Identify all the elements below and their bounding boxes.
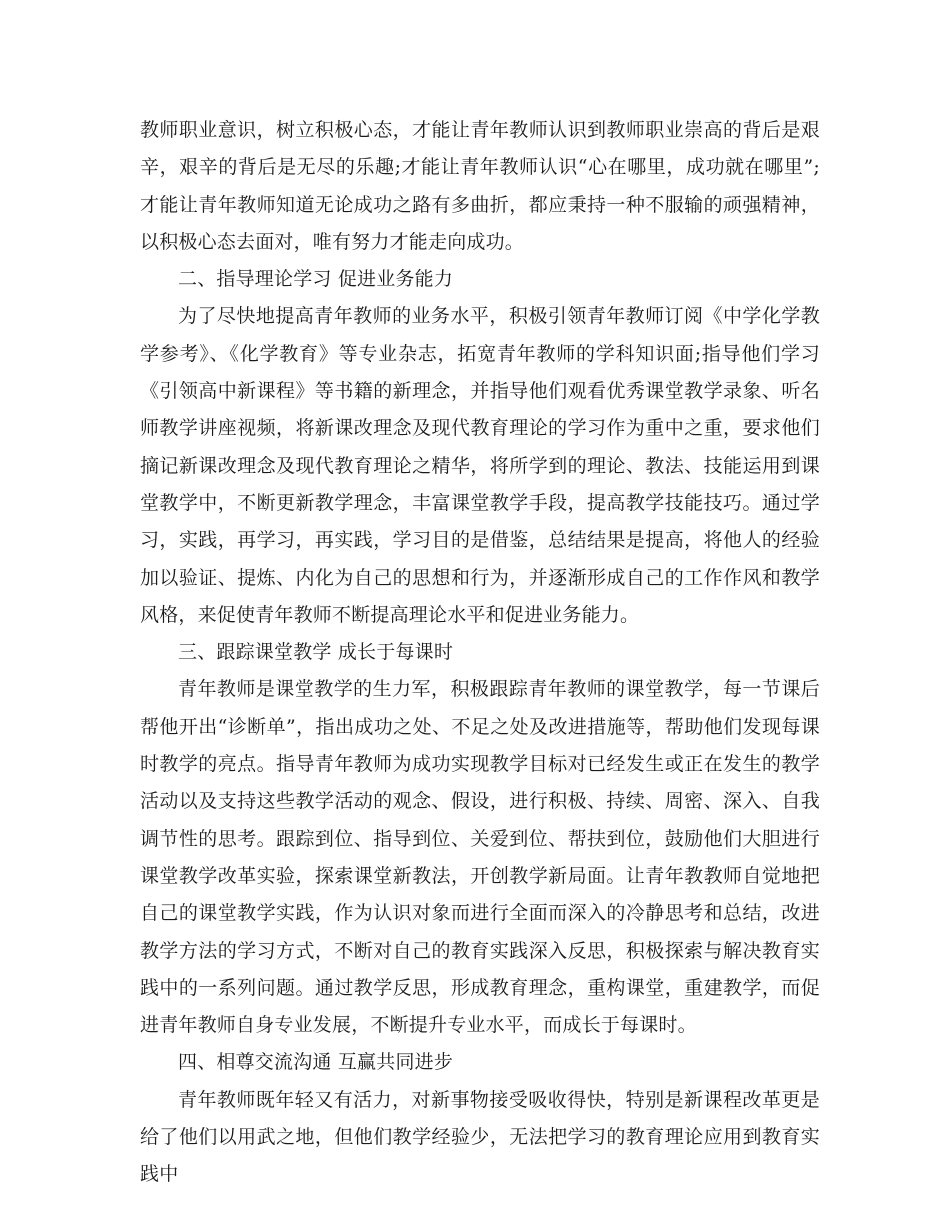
section-heading-3: 三、跟踪课堂教学 成长于每课时: [178, 641, 454, 664]
section-heading-4: 四、相尊交流沟通 互赢共同进步: [178, 1051, 454, 1074]
paragraph-communication: 青年教师既年轻又有活力，对新事物接受吸收得快，特别是新课程改革更是给了他们以用武之地，但他们教学经验少，无法把学习的教育理论应用到教育实践中: [140, 1088, 820, 1186]
paragraph-theory-study: 为了尽快地提高青年教师的业务水平，积极引领青年教师订阅《中学化学教学参考》、《化学教育》等专业杂志，拓宽青年教师的学科知识面;指导他们学习《引领高中新课程》等书籍的新理念，并指导他们观看优秀课堂教学录象、听名师教学讲座视频，将新课改理念及现代教育理论的学习作为重中之重，要求他们摘记新课改理念及现代教育理论之精华，将所学到的理论、教法、技能运用到课堂教学中，不断更新教学理念，丰富课堂教学手段，提高教学技能技巧。通过学习，实践，再学习，再实践，学习目的是借鉴，总结结果是提高，将他人的经验加以验证、提炼、内化为自己的思想和行为，并逐渐形成自己的工作作风和教学风格，来促使青年教师不断提高理论水平和促进业务能力。: [140, 305, 820, 626]
paragraph-classroom-tracking: 青年教师是课堂教学的生力军，积极跟踪青年教师的课堂教学，每一节课后帮他开出“诊断单”，指出成功之处、不足之处及改进措施等，帮助他们发现每课时教学的亮点。指导青年教师为成功实现教学目标对已经发生或正在发生的教学活动以及支持这些教学活动的观念、假设，进行积极、持续、周密、深入、自我调节性的思考。跟踪到位、指导到位、关爱到位、帮扶到位，鼓励他们大胆进行课堂教学改革实验，探索课堂新教法，开创教学新局面。让青年教教师自觉地把自己的课堂教学实践，作为认识对象而进行全面而深入的冷静思考和总结，改进教学方法的学习方式，不断对自己的教育实践深入反思，积极探索与解决教育实践中的一系列问题。通过教学反思，形成教育理念，重构课堂，重建教学，而促进青年教师自身专业发展，不断提升专业水平，而成长于每课时。: [140, 678, 820, 1037]
section-heading-2: 二、指导理论学习 促进业务能力: [178, 268, 454, 291]
document-body: [140, 112, 820, 1194]
paragraph-continuation: 教师职业意识，树立积极心态，才能让青年教师认识到教师职业崇高的背后是艰辛，艰辛的背后是无尽的乐趣;才能让青年教师认识“心在哪里，成功就在哪里”;才能让青年教师知道无论成功之路有多曲折，都应秉持一种不服输的顽强精神，以积极心态去面对，唯有努力才能走向成功。: [140, 119, 820, 253]
